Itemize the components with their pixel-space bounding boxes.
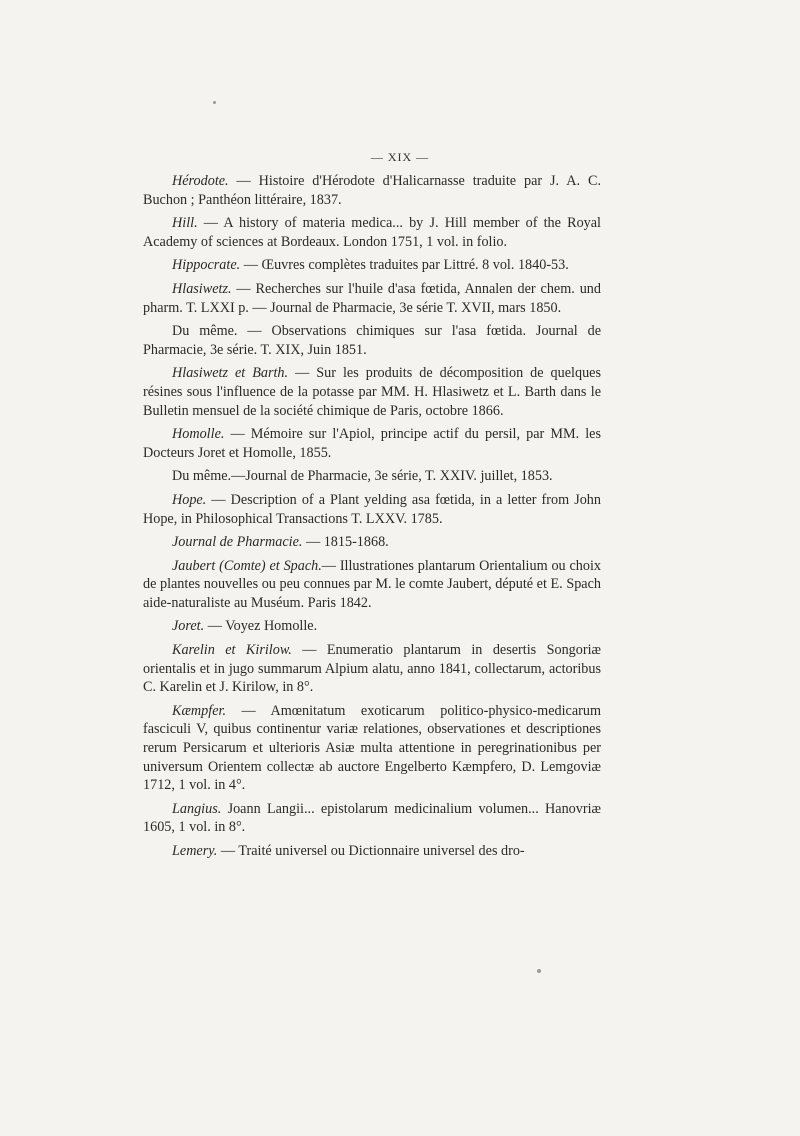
- bibliography-entry: [143, 617, 601, 636]
- bibliography-entry: [143, 533, 601, 552]
- entry-text: — Description of a Plant yelding asa fœtida, in a letter from John Hope, in Philosophical Transactions T. LXXV. 1785.: [143, 491, 601, 527]
- bibliography-entry: [143, 467, 601, 486]
- entry-text: — Mémoire sur l'Apiol, principe actif du persil, par MM. les Docteurs Joret et Homolle, 1855.: [143, 426, 601, 461]
- entry-author: Hérodote.: [172, 173, 229, 189]
- entry-text: Du même.—Journal de Pharmacie, 3e série, T. XXIV. juillet, 1853.: [172, 468, 553, 485]
- bibliography-entry: [143, 364, 601, 420]
- entry-author: Hlasiwetz.: [172, 280, 232, 297]
- entry-text: — A history of materia medica... by J. Hill member of the Royal Academy of sciences at Bordeaux. London 1751, 1 vol. in folio.: [143, 215, 601, 250]
- entry-text: — Enumeratio plantarum in desertis Songoriæ orientalis et in jugo summarum Alpium alatu, anno 1841, collectarum, actoribus C. Karelin et J. Kirilow, in 8°.: [143, 642, 601, 696]
- ink-speck: [213, 101, 216, 104]
- entry-text: Du même. — Observations chimiques sur l'asa fœtida. Journal de Pharmacie, 3e série. T. XIX, Juin 1851.: [143, 323, 601, 358]
- bibliography-entry: [143, 842, 601, 861]
- entry-author: Hill.: [172, 215, 198, 232]
- entry-author: Hippocrate.: [172, 257, 241, 274]
- bibliography-entry: [143, 702, 601, 795]
- bibliography-entry: [143, 280, 601, 317]
- entry-author: Jaubert (Comte) et Spach.: [172, 557, 322, 574]
- entry-text: — Histoire d'Hérodote d'Halicarnasse traduite par J. A. C. Buchon ; Panthéon littéraire, 1837.: [143, 173, 601, 208]
- entry-author: Langius.: [172, 800, 222, 817]
- entry-author: Hlasiwetz et Barth.: [172, 365, 289, 382]
- entry-text: Joann Langii... epistolarum medicinalium volumen... Hanovriæ 1605, 1 vol. in 8°.: [143, 800, 601, 836]
- entry-text: — Œuvres complètes traduites par Littré. 8 vol. 1840-53.: [240, 257, 569, 274]
- entry-author: Hope.: [172, 491, 207, 508]
- entry-author: Joret.: [172, 618, 205, 635]
- bibliography-entry: [143, 172, 601, 209]
- bibliography-entry: [143, 641, 601, 697]
- entry-author: Journal de Pharmacie.: [172, 534, 303, 551]
- bibliography-entry: [143, 800, 601, 837]
- entry-author: Lemery.: [172, 843, 218, 859]
- bibliography-entry: [143, 491, 601, 528]
- bibliography-entry: [143, 214, 601, 251]
- entry-text: — Traité universel ou Dictionnaire universel des dro-: [217, 843, 525, 859]
- entry-text: — Recherches sur l'huile d'asa fœtida, Annalen der chem. und pharm. T. LXXI p. — Journal de Pharmacie, 3e série T. XVII, mars 1850.: [143, 280, 601, 316]
- entry-text: — Sur les produits de décomposition de quelques résines sous l'influence de la potasse par MM. H. Hlasiwetz et L. Barth dans le Bulletin mensuel de la société chimique de Paris, octobre 1866.: [143, 365, 601, 419]
- entry-text: — Illustrationes plantarum Orientalium ou choix de plantes nouvelles ou peu connues par M. le comte Jaubert, député et E. Spach aide-naturaliste au Muséum. Paris 1842.: [143, 557, 602, 611]
- ink-speck: [537, 969, 541, 973]
- entry-author: Karelin et Kirilow.: [172, 642, 292, 659]
- entry-author: Homolle.: [172, 426, 225, 443]
- page-header: — XIX —: [370, 150, 430, 164]
- bibliography-entry: [143, 256, 601, 275]
- bibliography-list: [143, 172, 601, 866]
- bibliography-entry: [143, 322, 601, 359]
- entry-text: — Amœnitatum exoticarum politico-physico-medicarum fasciculi V, quibus continentur variæ relationes, observationes et descriptiones rerum Persicarum et ulterioris Asiæ multa attentione in peregrinationibus per universum Orientem collectæ ab auctore Engelberto Kæmpfero, D. Lemgoviæ 1712, 1 vol. in 4°.: [143, 702, 601, 794]
- entry-text: — Voyez Homolle.: [204, 618, 318, 635]
- bibliography-entry: [143, 425, 601, 462]
- bibliography-entry: [143, 557, 601, 613]
- entry-author: Kæmpfer.: [172, 702, 226, 719]
- entry-text: — 1815-1868.: [302, 534, 389, 551]
